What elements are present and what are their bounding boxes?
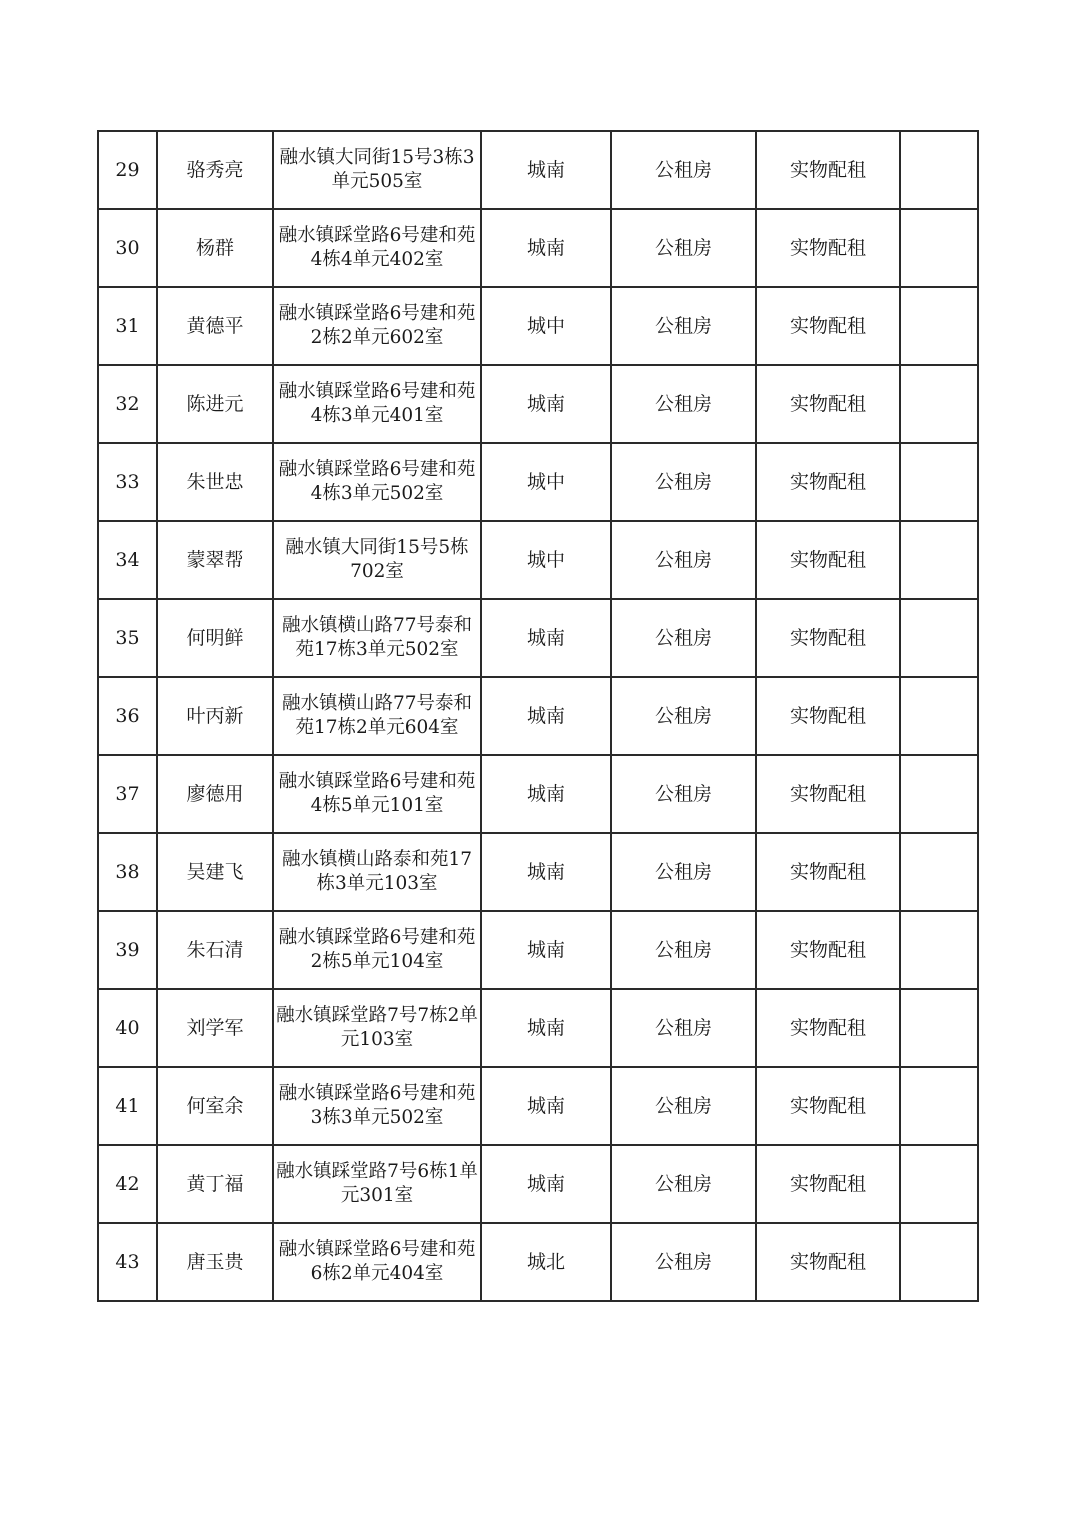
cell-address: 融水镇踩堂路6号建和苑2栋2单元602室 [273, 287, 481, 365]
table-body [98, 131, 978, 1301]
cell-area: 城南 [481, 1145, 611, 1223]
cell-housing-type: 公租房 [611, 1223, 756, 1301]
cell-address: 融水镇踩堂路6号建和苑4栋4单元402室 [273, 209, 481, 287]
cell-area: 城南 [481, 1067, 611, 1145]
cell-allocation-method: 实物配租 [756, 755, 900, 833]
cell-area: 城南 [481, 677, 611, 755]
cell-name: 唐玉贵 [157, 1223, 273, 1301]
cell-name: 吴建飞 [157, 833, 273, 911]
cell-remark [900, 365, 978, 443]
cell-serial-number: 40 [98, 989, 157, 1067]
cell-housing-type: 公租房 [611, 287, 756, 365]
cell-name: 杨群 [157, 209, 273, 287]
table-row [98, 989, 978, 1067]
table-row [98, 521, 978, 599]
cell-housing-type: 公租房 [611, 599, 756, 677]
cell-housing-type: 公租房 [611, 989, 756, 1067]
cell-serial-number: 37 [98, 755, 157, 833]
cell-name: 何室余 [157, 1067, 273, 1145]
cell-address: 融水镇横山路77号泰和苑17栋2单元604室 [273, 677, 481, 755]
table-row [98, 365, 978, 443]
table-row [98, 755, 978, 833]
cell-housing-type: 公租房 [611, 365, 756, 443]
table-row [98, 911, 978, 989]
cell-allocation-method: 实物配租 [756, 599, 900, 677]
cell-allocation-method: 实物配租 [756, 209, 900, 287]
cell-allocation-method: 实物配租 [756, 1145, 900, 1223]
cell-serial-number: 39 [98, 911, 157, 989]
cell-housing-type: 公租房 [611, 677, 756, 755]
cell-allocation-method: 实物配租 [756, 521, 900, 599]
table-row [98, 599, 978, 677]
cell-serial-number: 38 [98, 833, 157, 911]
cell-name: 朱世忠 [157, 443, 273, 521]
cell-housing-type: 公租房 [611, 755, 756, 833]
cell-name: 何明鲜 [157, 599, 273, 677]
cell-address: 融水镇横山路77号泰和苑17栋3单元502室 [273, 599, 481, 677]
allocation-list-sheet [97, 130, 979, 1302]
cell-serial-number: 43 [98, 1223, 157, 1301]
cell-name: 朱石清 [157, 911, 273, 989]
cell-name: 陈进元 [157, 365, 273, 443]
cell-housing-type: 公租房 [611, 209, 756, 287]
cell-allocation-method: 实物配租 [756, 287, 900, 365]
cell-address: 融水镇大同街15号5栋702室 [273, 521, 481, 599]
cell-area: 城南 [481, 989, 611, 1067]
cell-address: 融水镇踩堂路6号建和苑4栋5单元101室 [273, 755, 481, 833]
cell-area: 城南 [481, 599, 611, 677]
table-row [98, 1067, 978, 1145]
cell-allocation-method: 实物配租 [756, 443, 900, 521]
cell-housing-type: 公租房 [611, 131, 756, 209]
cell-serial-number: 31 [98, 287, 157, 365]
cell-address: 融水镇大同街15号3栋3单元505室 [273, 131, 481, 209]
cell-area: 城南 [481, 911, 611, 989]
cell-address: 融水镇踩堂路7号6栋1单元301室 [273, 1145, 481, 1223]
cell-address: 融水镇踩堂路7号7栋2单元103室 [273, 989, 481, 1067]
cell-housing-type: 公租房 [611, 833, 756, 911]
table-row [98, 443, 978, 521]
cell-name: 刘学军 [157, 989, 273, 1067]
cell-address: 融水镇踩堂路6号建和苑2栋5单元104室 [273, 911, 481, 989]
cell-housing-type: 公租房 [611, 521, 756, 599]
cell-name: 廖德用 [157, 755, 273, 833]
cell-name: 黄丁福 [157, 1145, 273, 1223]
table-row [98, 287, 978, 365]
cell-remark [900, 1223, 978, 1301]
cell-area: 城中 [481, 521, 611, 599]
cell-area: 城南 [481, 131, 611, 209]
cell-address: 融水镇横山路泰和苑17栋3单元103室 [273, 833, 481, 911]
table-row [98, 1145, 978, 1223]
cell-area: 城北 [481, 1223, 611, 1301]
cell-serial-number: 35 [98, 599, 157, 677]
cell-remark [900, 599, 978, 677]
cell-remark [900, 443, 978, 521]
table-row [98, 209, 978, 287]
cell-housing-type: 公租房 [611, 1067, 756, 1145]
cell-allocation-method: 实物配租 [756, 989, 900, 1067]
cell-remark [900, 287, 978, 365]
table-row [98, 131, 978, 209]
cell-address: 融水镇踩堂路6号建和苑6栋2单元404室 [273, 1223, 481, 1301]
cell-housing-type: 公租房 [611, 911, 756, 989]
cell-remark [900, 1067, 978, 1145]
cell-remark [900, 755, 978, 833]
cell-allocation-method: 实物配租 [756, 677, 900, 755]
cell-serial-number: 41 [98, 1067, 157, 1145]
cell-allocation-method: 实物配租 [756, 833, 900, 911]
cell-area: 城中 [481, 443, 611, 521]
cell-serial-number: 33 [98, 443, 157, 521]
cell-remark [900, 911, 978, 989]
cell-remark [900, 677, 978, 755]
cell-remark [900, 833, 978, 911]
cell-area: 城中 [481, 287, 611, 365]
cell-allocation-method: 实物配租 [756, 365, 900, 443]
cell-area: 城南 [481, 365, 611, 443]
cell-remark [900, 131, 978, 209]
cell-area: 城南 [481, 755, 611, 833]
cell-area: 城南 [481, 209, 611, 287]
table-row [98, 677, 978, 755]
cell-allocation-method: 实物配租 [756, 131, 900, 209]
cell-address: 融水镇踩堂路6号建和苑3栋3单元502室 [273, 1067, 481, 1145]
cell-serial-number: 29 [98, 131, 157, 209]
cell-remark [900, 1145, 978, 1223]
cell-remark [900, 521, 978, 599]
cell-name: 黄德平 [157, 287, 273, 365]
cell-remark [900, 989, 978, 1067]
cell-allocation-method: 实物配租 [756, 911, 900, 989]
cell-address: 融水镇踩堂路6号建和苑4栋3单元502室 [273, 443, 481, 521]
cell-remark [900, 209, 978, 287]
cell-serial-number: 34 [98, 521, 157, 599]
table-row [98, 1223, 978, 1301]
cell-name: 叶丙新 [157, 677, 273, 755]
cell-allocation-method: 实物配租 [756, 1223, 900, 1301]
cell-allocation-method: 实物配租 [756, 1067, 900, 1145]
cell-name: 蒙翠帮 [157, 521, 273, 599]
table-row [98, 833, 978, 911]
cell-serial-number: 32 [98, 365, 157, 443]
cell-serial-number: 42 [98, 1145, 157, 1223]
cell-area: 城南 [481, 833, 611, 911]
cell-name: 骆秀亮 [157, 131, 273, 209]
cell-housing-type: 公租房 [611, 1145, 756, 1223]
cell-serial-number: 36 [98, 677, 157, 755]
cell-housing-type: 公租房 [611, 443, 756, 521]
cell-serial-number: 30 [98, 209, 157, 287]
cell-address: 融水镇踩堂路6号建和苑4栋3单元401室 [273, 365, 481, 443]
allocation-table [97, 130, 979, 1302]
